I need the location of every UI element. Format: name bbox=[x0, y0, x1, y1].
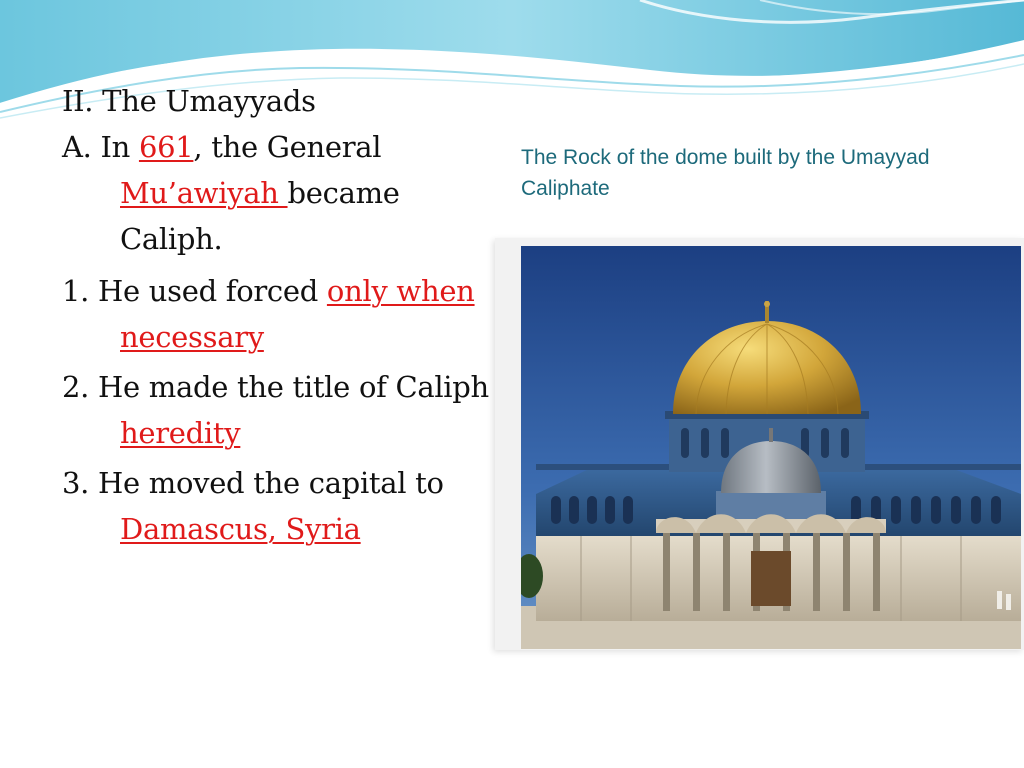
point-2-prefix: 2. He made the title of Caliph bbox=[62, 370, 489, 404]
name-link: Mu’awiyah bbox=[120, 176, 288, 210]
point-1-prefix: 1. He used forced bbox=[62, 274, 327, 308]
point-a bbox=[62, 124, 492, 262]
point-a-suffix: became Caliph. bbox=[120, 176, 400, 256]
point-1 bbox=[62, 268, 492, 360]
point-2 bbox=[62, 364, 492, 456]
point-3-prefix: 3. He moved the capital to bbox=[62, 466, 444, 500]
point-a-middle: , the General bbox=[193, 130, 382, 164]
slide-body bbox=[62, 78, 492, 556]
dome-of-the-rock-photo bbox=[521, 246, 1021, 649]
point-3-highlight: Damascus, Syria bbox=[120, 512, 361, 546]
point-3 bbox=[62, 460, 492, 552]
point-1-highlight: only when necessary bbox=[120, 274, 475, 354]
year-link: 661 bbox=[138, 130, 194, 164]
point-2-highlight: heredity bbox=[120, 416, 241, 450]
section-heading: II. The Umayyads bbox=[62, 84, 316, 118]
point-a-prefix: A. In bbox=[62, 130, 139, 164]
photo-caption: The Rock of the dome built by the Umayyad Caliphate bbox=[521, 146, 930, 200]
